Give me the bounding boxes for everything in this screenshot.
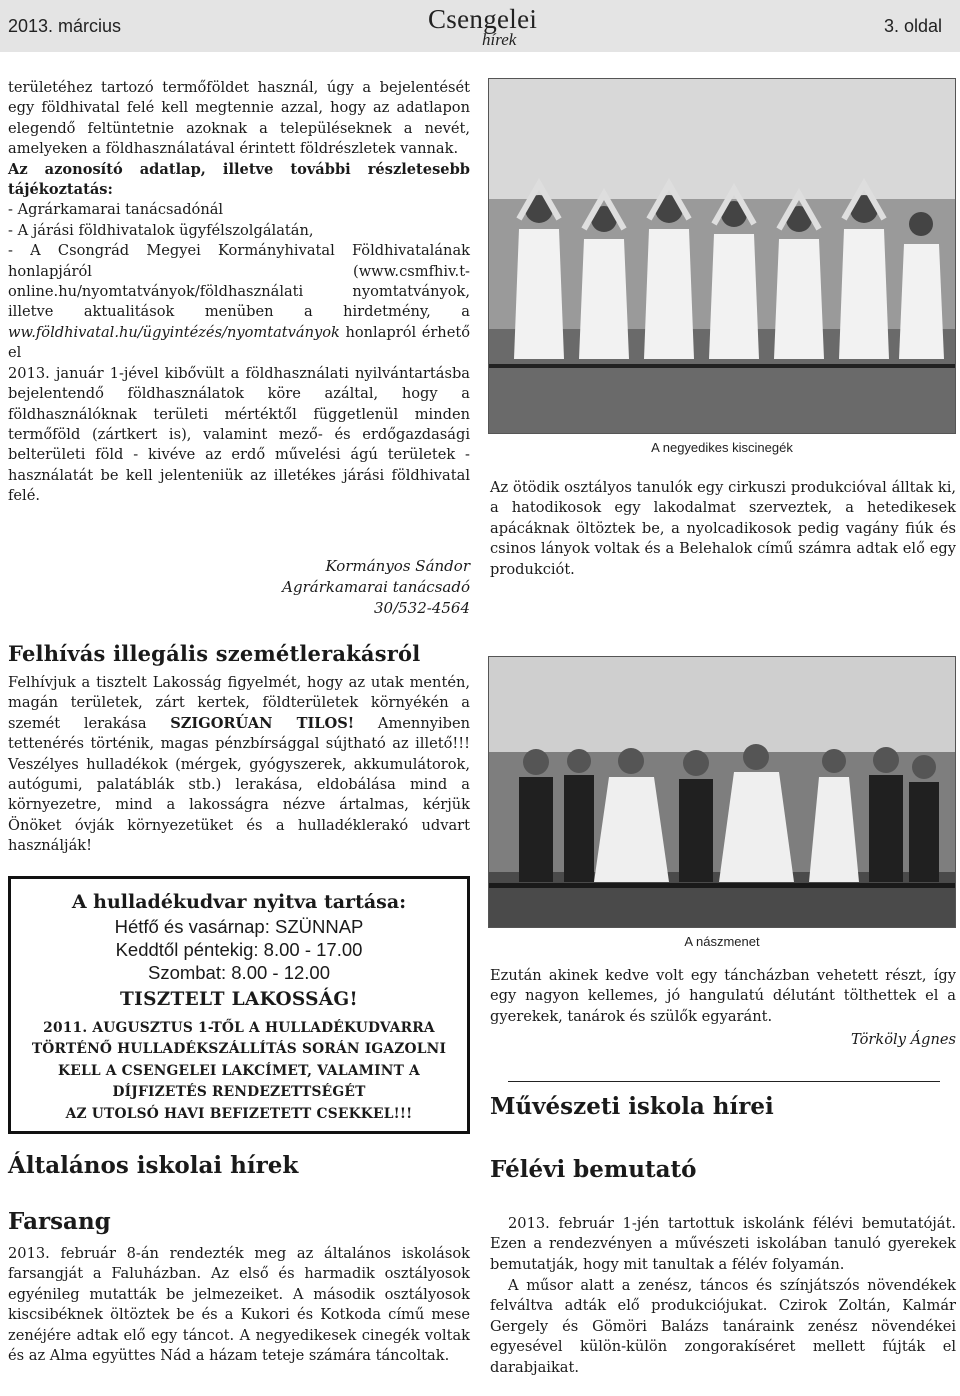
box-hours-2: Keddtől péntekig: 8.00 - 17.00 — [115, 939, 363, 960]
signature-role: Agrárkamarai tanácsadó — [282, 578, 470, 596]
section-divider — [508, 1081, 940, 1082]
box-hours-3: Szombat: 8.00 - 12.00 — [147, 962, 331, 983]
right-text-2: Ezután akinek kedve volt egy táncházban vehetett részt, így egy nagyon kellemes, jó hangulatú délutánt tölthettek el a gyerekek, tanárok és szülők egyaránt. — [490, 967, 956, 1025]
school-news-title: Általános iskolai hírek — [8, 1152, 299, 1179]
signature-name: Kormányos Sándor — [325, 557, 470, 575]
box-caps-line: AZ UTOLSÓ HAVI BEFIZETETT CSEKKEL!!! — [65, 1105, 413, 1122]
left-column-article — [8, 78, 470, 507]
signature-phone: 30/532-4564 — [373, 599, 470, 617]
box-caps-line: DÍJFIZETÉS RENDEZETTSÉGÉT — [112, 1084, 366, 1101]
info-item-1: - Agrárkamarai tanácsadónál — [8, 201, 224, 219]
page-header — [0, 0, 960, 52]
box-caps-line: 2011. AUGUSZTUS 1-TŐL A HULLADÉKUDVARRA — [43, 1020, 435, 1036]
notice-text — [8, 673, 470, 857]
waste-yard-box — [8, 876, 470, 1134]
right-text-1: Az ötödik osztályos tanulók egy cirkuszi produkcióval álltak ki, a hatodikosok egy lakodalmat szerveztek, a hetedikesek apácáknak öltöztek be, a nyolcadikosok pedig vagány fiúk és csinos lányok voltak és a Belehalok című számra adtak elő egy produkciót. — [490, 479, 956, 578]
info-link[interactable]: ww.földhivatal.hu/ügyintézés/nyomtatványok — [8, 323, 340, 341]
photo-naszmenet — [488, 656, 956, 928]
photo-naszmenet-image — [489, 657, 956, 928]
article-paragraph-3: 2013. január 1-jével kibővült a földhasználati nyilvántartásba bejelentendő földhasználatok köre azáltal, hogy a földhasználóknak területi mértéktől függetlenül minden termőföld (zártkert is), valamint mező- és erdőgazdasági belterületi föld - kivéve az erdő művelési ágú területek - használatát be kell jelenteniük az illetékes járási földhivatal felé. — [8, 364, 470, 505]
info-item-2: - A járási földhivatalok ügyfélszolgálatán, — [8, 221, 314, 239]
notice-section — [8, 641, 470, 857]
logo-name: Csengelei — [428, 4, 538, 34]
box-announcement: TISZTELT LAKOSSÁG! — [120, 989, 358, 1010]
article-paragraph-1: területéhez tartozó termőföldet használ, úgy a bejelentését egy földhivatal felé kell megtennie azzal, hogy az adatlapon elegendő feltüntetnie azoknak a településeknek a nevét, amelyeken a földhasználatával érintett földrészletek vannak. — [8, 79, 470, 158]
box-caps-text — [21, 1018, 457, 1125]
caption-kiscinegek: A negyedikes kiscinegék — [651, 440, 793, 455]
notice-bold: SZIGORÚAN TILOS! — [170, 714, 355, 732]
article-paragraph-2 — [8, 160, 470, 364]
box-title: A hulladékudvar nyitva tartása: — [71, 891, 407, 913]
issue-date: 2013. március — [8, 16, 122, 36]
notice-title: Felhívás illegális szemétlerakásról — [8, 641, 421, 666]
box-caps-line: KELL A CSENGELEI LAKCÍMET, VALAMINT A — [58, 1062, 420, 1079]
felevi-title: Félévi bemutató — [490, 1156, 697, 1183]
info-tail: honlapról érhető el — [8, 323, 470, 362]
box-hours-1: Hétfő és vasárnap: SZÜNNAP — [114, 916, 364, 937]
logo-subtitle: hírek — [482, 30, 517, 49]
photo-kiscinegek — [488, 78, 956, 434]
box-caps-line: TÖRTÉNŐ HULLADÉKSZÁLLÍTÁS SORÁN IGAZOLNI — [31, 1041, 447, 1058]
author-signature — [8, 556, 470, 619]
art-school-title: Művészeti iskola hírei — [490, 1093, 774, 1120]
page-number: 3. oldal — [883, 16, 942, 36]
caption-naszmenet: A nászmenet — [684, 934, 760, 949]
right-author: Törköly Ágnes — [851, 1031, 956, 1048]
farsang-title: Farsang — [8, 1208, 111, 1235]
info-item-3: - A Csongrád Megyei Kormányhivatal Földhivatalának honlapjáról (www.csmfhiv.t-online.hu/nyomtatványok/földhasználati nyomtatványok, illetve aktualitások menüben a hirdetmény, a — [8, 242, 470, 321]
notice-text-a: Felhívjuk a tisztelt Lakosság figyelmét, hogy az utak mentén, magán területek, zárt kertek, földterületek környékén a szemét lerakása — [8, 674, 470, 732]
right-text-4: A műsor alatt a zenész, táncos és színjátszós növendékek felváltva adták elő produkciójukat. Czirok Zoltán, Kalmár Gergely és Gömöri Balázs tanáraink zenész növendékei egyesével külön-külön zongorakíséret mellett fújták el darabjaikat. — [490, 1277, 956, 1376]
photo-kiscinegek-image — [489, 79, 956, 434]
school-news-section — [8, 1152, 470, 1366]
notice-text-b: Amennyiben tettenérés történik, magas pénzbírsággal sújtható az illető!!! Veszélyes hulladékok (mérgek, gyógyszerek, akkumulátorok, autógumi, palatáblák stb.) lerakása, eldobálása mind a környezetre, mind a lakosságra nézve ártalmas, kérjük Önöket óvják környezetüket és a hulladéklerakó udvart használják! — [8, 714, 471, 855]
masthead-logo — [410, 4, 550, 50]
info-heading: Az azonosító adatlap, illetve további részletesebb tájékoztatás: — [8, 160, 470, 199]
right-text-3: 2013. február 1-jén tartottuk iskolánk félévi bemutatóját. Ezen a rendezvényen a művészeti iskolában tanuló gyerekek bemutatják, hogy mit tanultak a félév folyamán. — [490, 1215, 956, 1273]
farsang-text: 2013. február 8-án rendezték meg az általános iskolások farsangját a Faluházban. Az első és harmadik osztályosok egyénileg mutatták be jelmezeiket. A második osztályosok kiscsibéknek öltöztek be és a Kukori és Kotkoda című mese zenéjére adtak elő egy táncot. A negyedikesek cinegék voltak és az Alma együttes Nád a házam teteje számára táncoltak. — [8, 1245, 470, 1365]
